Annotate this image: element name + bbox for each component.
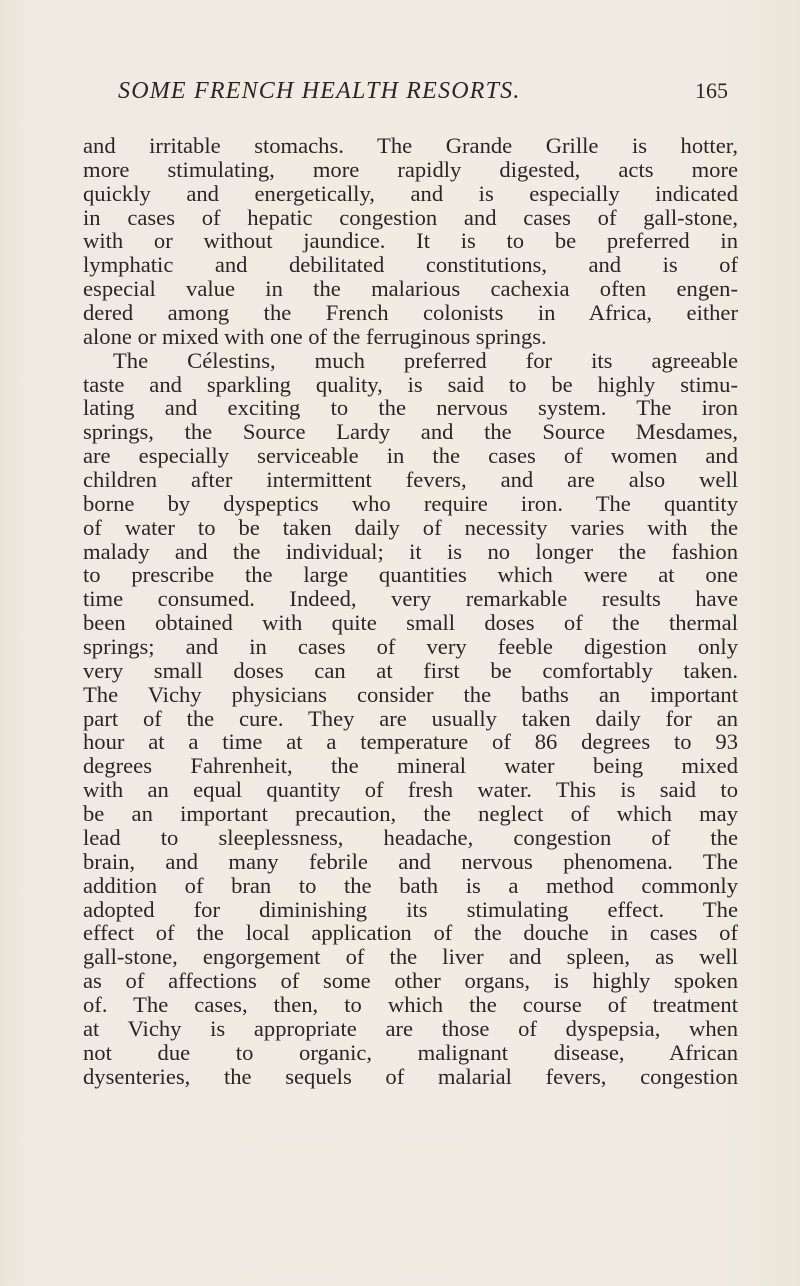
text-line: lead to sleeplessness, headache, congestion of the bbox=[83, 824, 738, 850]
text-line: springs; and in cases of very feeble digestion only bbox=[83, 634, 738, 660]
text-line: springs, the Source Lardy and the Source Mesdames, bbox=[83, 419, 738, 445]
text-line: of water to be taken daily of necessity varies with the bbox=[83, 514, 738, 540]
text-line: been obtained with quite small doses of the thermal bbox=[83, 610, 738, 636]
text-line: gall-stone, engorgement of the liver and spleen, as well bbox=[83, 944, 738, 970]
text-line: especial value in the malarious cachexia often engen- bbox=[83, 276, 738, 302]
text-line: as of affections of some other organs, is highly spoken bbox=[83, 968, 738, 994]
text-line: time consumed. Indeed, very remarkable results have bbox=[83, 586, 738, 612]
text-line: children after intermittent fevers, and are also well bbox=[83, 467, 738, 493]
text-line: adopted for diminishing its stimulating effect. The bbox=[83, 896, 738, 922]
text-line: in cases of hepatic congestion and cases of gall-stone, bbox=[83, 204, 738, 230]
text-line: hour at a time at a temperature of 86 degrees to 93 bbox=[83, 729, 738, 755]
text-line: with or without jaundice. It is to be preferred in bbox=[83, 228, 738, 254]
text-line: dysenteries, the sequels of malarial fevers, congestion bbox=[83, 1063, 738, 1089]
text-line: at Vichy is appropriate are those of dyspepsia, when bbox=[83, 1015, 738, 1041]
text-line: more stimulating, more rapidly digested, acts more bbox=[83, 156, 738, 182]
text-line: borne by dyspeptics who require iron. The quantity bbox=[83, 490, 738, 516]
text-line: of. The cases, then, to which the course of treatment bbox=[83, 991, 738, 1017]
page-number: 165 bbox=[695, 78, 728, 103]
text-line: quickly and energetically, and is especially indicated bbox=[83, 180, 738, 206]
text-line: addition of bran to the bath is a method commonly bbox=[83, 872, 738, 898]
text-line: with an equal quantity of fresh water. This is said to bbox=[83, 777, 738, 803]
text-line: not due to organic, malignant disease, African bbox=[83, 1039, 738, 1065]
text-line: taste and sparkling quality, is said to be highly stimu- bbox=[83, 371, 738, 397]
text-line: degrees Fahrenheit, the mineral water being mixed bbox=[83, 753, 738, 779]
text-line: The Célestins, much preferred for its agreeable bbox=[113, 347, 738, 373]
text-line: brain, and many febrile and nervous phenomena. The bbox=[83, 848, 738, 874]
text-line: to prescribe the large quantities which were at one bbox=[83, 562, 738, 588]
text-line: part of the cure. They are usually taken daily for an bbox=[83, 705, 738, 731]
text-line: lating and exciting to the nervous system. The iron bbox=[83, 395, 738, 421]
text-line: malady and the individual; it is no longer the fashion bbox=[83, 538, 738, 564]
text-line: and irritable stomachs. The Grande Grille is hotter, bbox=[83, 133, 738, 158]
running-title: SOME FRENCH HEALTH RESORTS. bbox=[118, 78, 521, 104]
text-line: The Vichy physicians consider the baths an important bbox=[83, 681, 738, 707]
text-line: be an important precaution, the neglect of which may bbox=[83, 801, 738, 827]
text-line: effect of the local application of the douche in cases of bbox=[83, 920, 738, 946]
text-line: dered among the French colonists in Africa, either bbox=[83, 300, 738, 326]
text-line: lymphatic and debilitated constitutions, and is of bbox=[83, 252, 738, 278]
text-line: very small doses can at first be comfortably taken. bbox=[83, 657, 738, 683]
page-header bbox=[118, 78, 728, 114]
text-line: are especially serviceable in the cases of women and bbox=[83, 443, 738, 469]
text-line: alone or mixed with one of the ferruginous springs. bbox=[83, 323, 547, 349]
body-text bbox=[83, 134, 738, 1088]
